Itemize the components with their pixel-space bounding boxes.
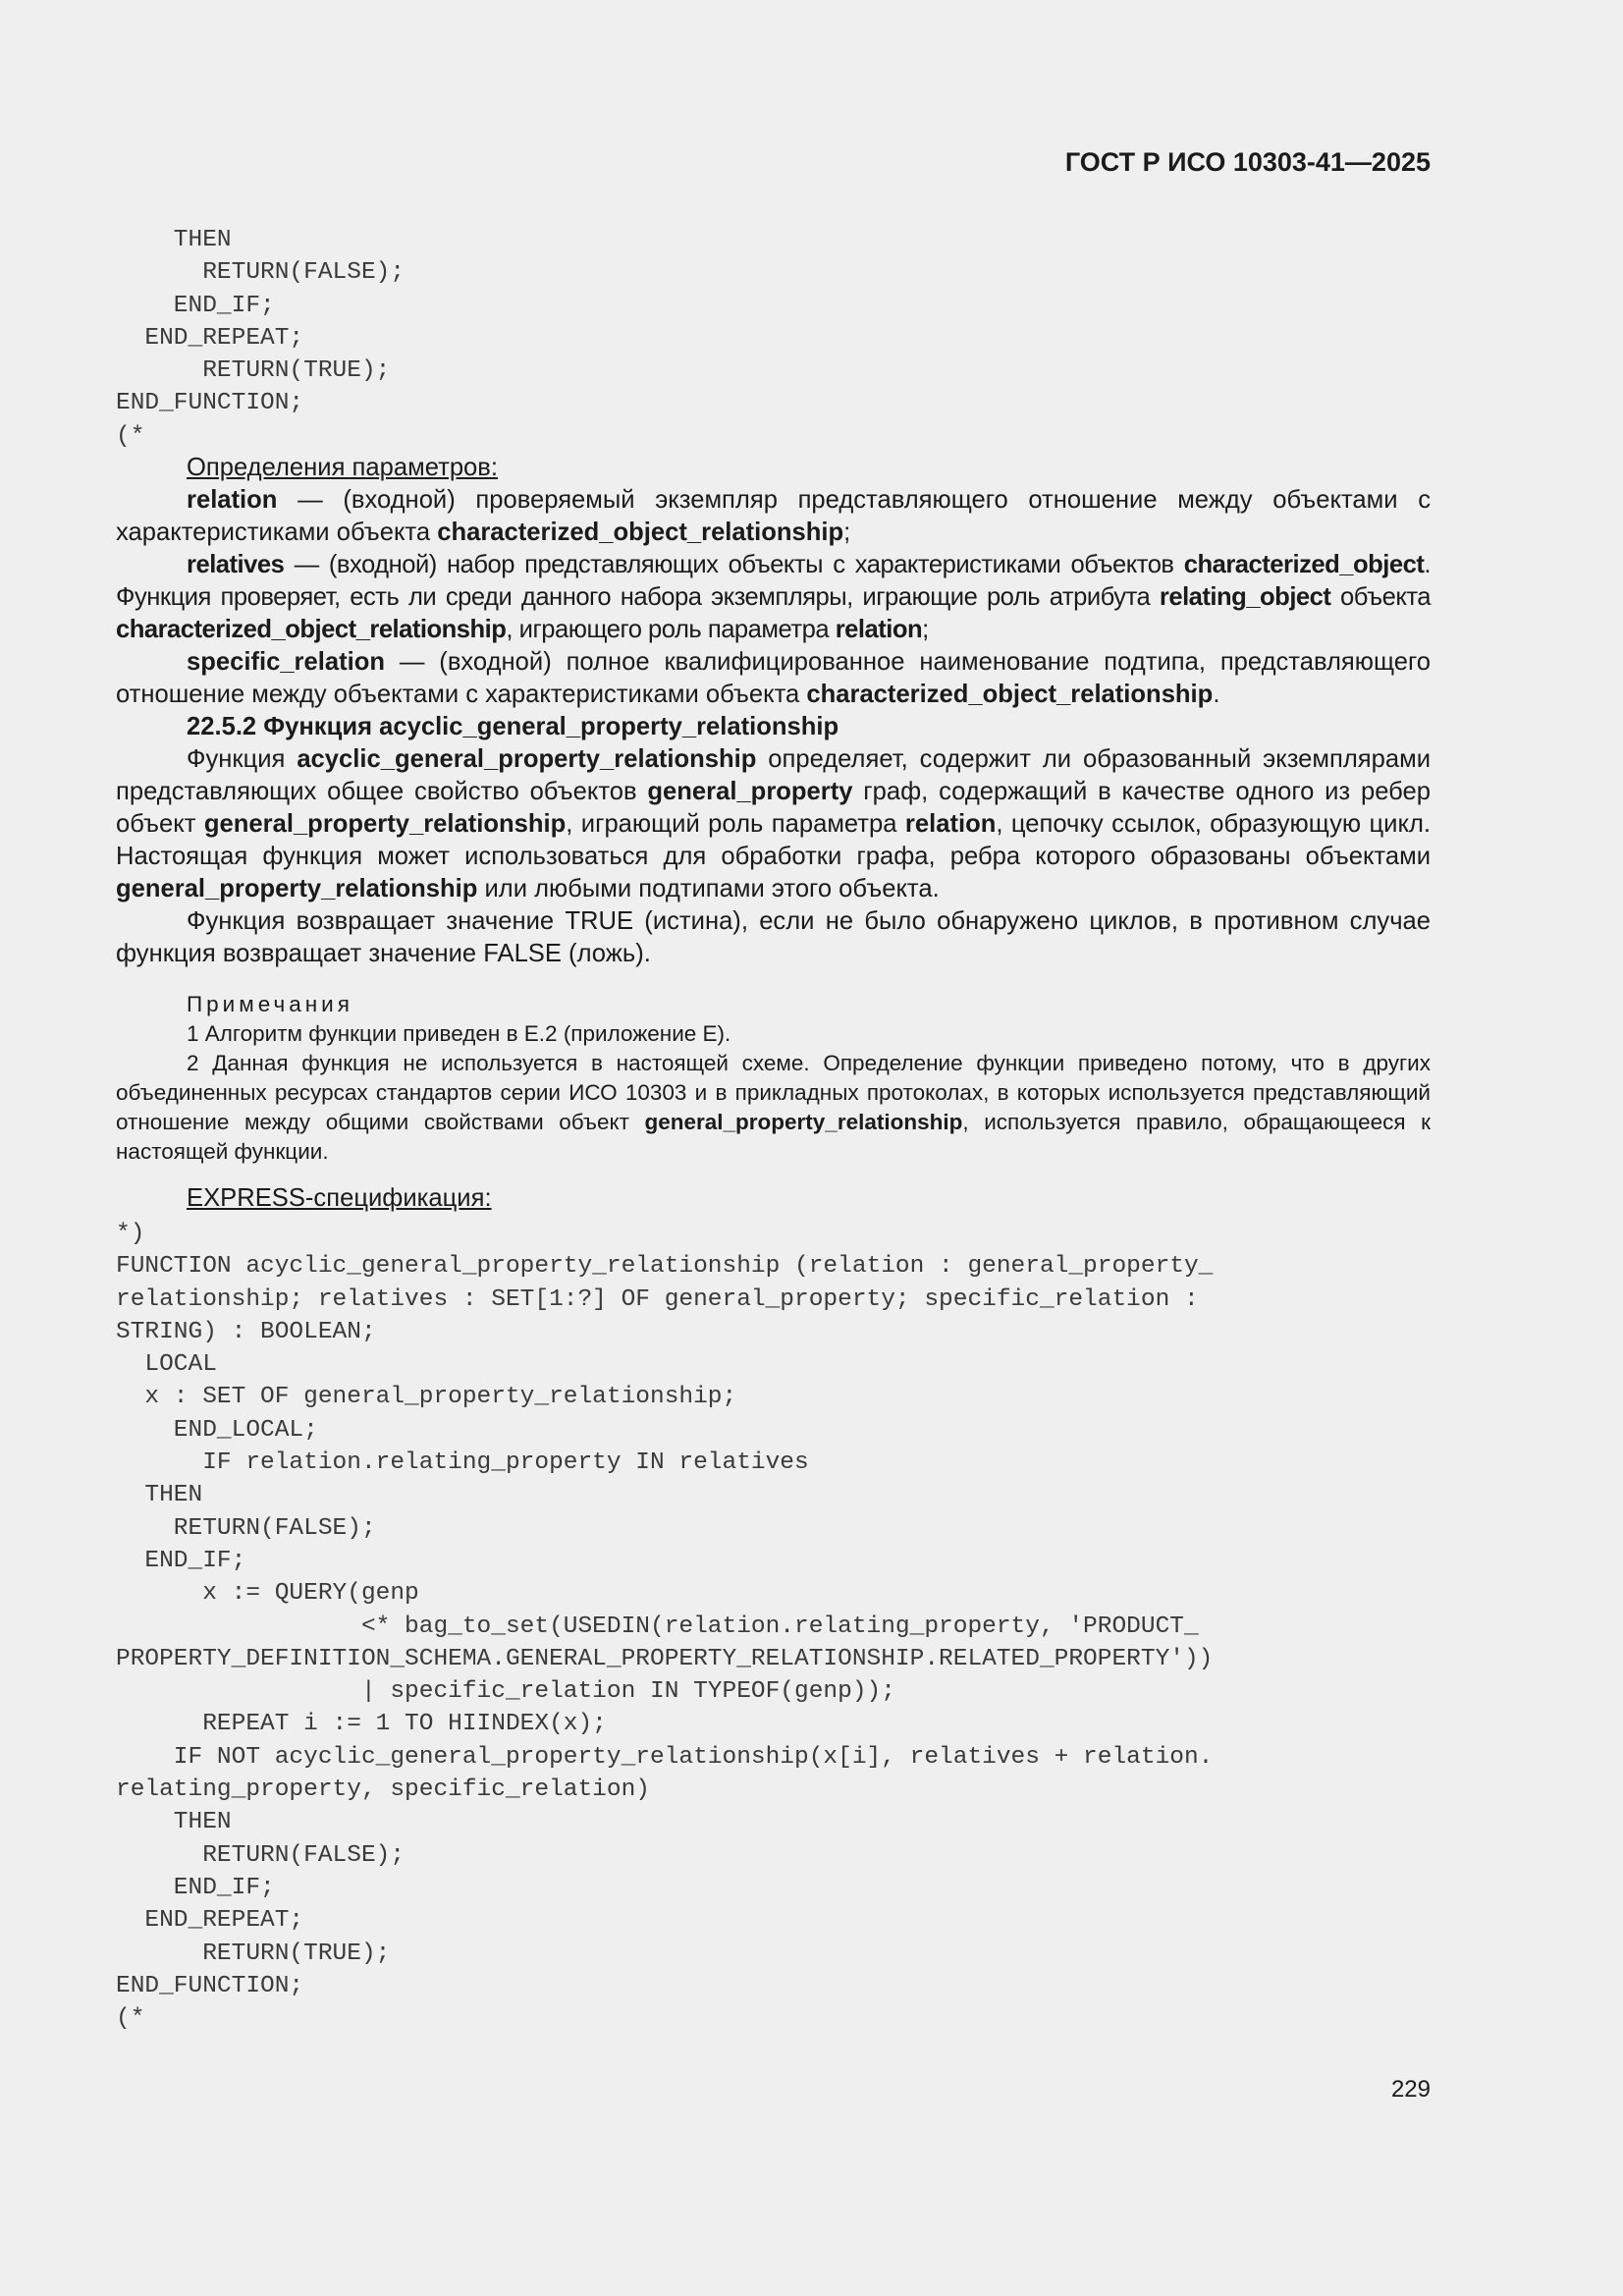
code-line: STRING) : BOOLEAN; bbox=[116, 1318, 376, 1345]
code-line: RETURN(FALSE); bbox=[116, 259, 406, 287]
code-line: relating_property, specific_relation) bbox=[116, 1777, 650, 1804]
param-relation: relation — (входной) проверяемый экземпляр представляющего отношение между объектами с характеристиками объекта characterized_object_relationship; bbox=[116, 486, 1431, 546]
page-number: 229 bbox=[1390, 2076, 1431, 2103]
section-heading: 22.5.2 Функция acyclic_general_property_relationship bbox=[187, 713, 839, 740]
notes-block bbox=[116, 990, 1431, 1167]
code-line: END_IF; bbox=[116, 1874, 275, 1901]
code-block-main bbox=[116, 1218, 1431, 2035]
code-line: relationship; relatives : SET[1:?] OF general_property; specific_relation : bbox=[116, 1285, 1199, 1313]
parameter-definitions bbox=[116, 452, 1431, 970]
code-line: PROPERTY_DEFINITION_SCHEMA.GENERAL_PROPERTY_RELATIONSHIP.RELATED_PROPERTY')) bbox=[116, 1645, 1214, 1672]
code-line: x := QUERY(genp bbox=[116, 1580, 419, 1608]
code-line: END_LOCAL; bbox=[116, 1416, 318, 1444]
code-line: END_FUNCTION; bbox=[116, 1972, 304, 1999]
section-paragraph-1: Функция acyclic_general_property_relationship определяет, содержит ли образованный экземплярами представляющих общее свойство объектов general_property граф, содержащий в качестве одного из ребер объект general_property_relationship, играющий роль параметра relation, цепочку ссылок, образующую цикл. Настоящая функция может использоваться для обработки графа, ребра которого образованы объектами general_property_relationship или любыми подтипами этого объекта. bbox=[116, 745, 1432, 902]
code-line: END_REPEAT; bbox=[116, 324, 304, 352]
code-line: REPEAT i := 1 TO HIINDEX(x); bbox=[116, 1711, 607, 1738]
parameters-heading: Определения параметров: bbox=[187, 454, 498, 481]
param-specific-relation: specific_relation — (входной) полное квалифицированное наименование подтипа, представляющего отношение между объектами с характеристиками объекта characterized_object_relationship. bbox=[116, 648, 1431, 708]
param-relatives: relatives — (входной) набор представляющих объекты с характеристиками объектов characterized_object. Функция проверяет, есть ли среди данного набора экземпляры, играющие роль атрибута relating_object объекта characterized_object_relationship, играющего роль параметра relation; bbox=[116, 551, 1431, 643]
code-line: THEN bbox=[116, 1482, 203, 1509]
express-heading: EXPRESS-спецификация: bbox=[187, 1184, 492, 1212]
code-listing bbox=[116, 1218, 1431, 2035]
code-line: LOCAL bbox=[116, 1351, 217, 1379]
code-line: END_REPEAT; bbox=[116, 1907, 304, 1935]
code-line: | specific_relation IN TYPEOF(genp)); bbox=[116, 1678, 895, 1706]
notes-title: Примечания bbox=[187, 992, 353, 1016]
code-line: END_IF; bbox=[116, 292, 275, 319]
code-line: RETURN(FALSE); bbox=[116, 1841, 406, 1869]
code-line: THEN bbox=[116, 227, 232, 253]
code-line: <* bag_to_set(USEDIN(relation.relating_property, 'PRODUCT_ bbox=[116, 1613, 1199, 1640]
code-line: RETURN(FALSE); bbox=[116, 1514, 376, 1542]
code-line: RETURN(TRUE); bbox=[116, 357, 391, 385]
code-line: (* bbox=[116, 2005, 145, 2033]
code-block-top bbox=[116, 224, 1431, 453]
note-2: 2 Данная функция не используется в настоящей схеме. Определение функции приведено потому, что в других объединенных ресурсах стандартов серии ИСО 10303 и в прикладных протоколах, в которых используется представляющий отношение между общими свойствами объект general_property_relationship, используется правило, обращающееся к настоящей функции. bbox=[116, 1051, 1431, 1164]
code-line: THEN bbox=[116, 1809, 232, 1836]
code-line: END_IF; bbox=[116, 1547, 246, 1574]
code-line: END_FUNCTION; bbox=[116, 390, 304, 417]
code-line: x : SET OF general_property_relationship; bbox=[116, 1384, 737, 1411]
code-line: FUNCTION acyclic_general_property_relationship (relation : general_property_ bbox=[116, 1253, 1214, 1281]
document-header: ГОСТ Р ИСО 10303-41—2025 bbox=[1064, 147, 1431, 177]
code-listing bbox=[116, 224, 1431, 453]
code-line: (* bbox=[116, 422, 145, 450]
code-line: IF relation.relating_property IN relatives bbox=[116, 1449, 809, 1477]
code-line: *) bbox=[116, 1221, 145, 1247]
express-heading-block bbox=[116, 1182, 1431, 1215]
note-1: 1 Алгоритм функции приведен в Е.2 (приложение Е). bbox=[187, 1021, 731, 1046]
code-line: RETURN(TRUE); bbox=[116, 1940, 391, 1967]
code-line: IF NOT acyclic_general_property_relationship(x[i], relatives + relation. bbox=[116, 1743, 1214, 1771]
section-paragraph-2: Функция возвращает значение TRUE (истина), если не было обнаружено циклов, в противном случае функция возвращает значение FALSE (ложь). bbox=[116, 907, 1431, 967]
